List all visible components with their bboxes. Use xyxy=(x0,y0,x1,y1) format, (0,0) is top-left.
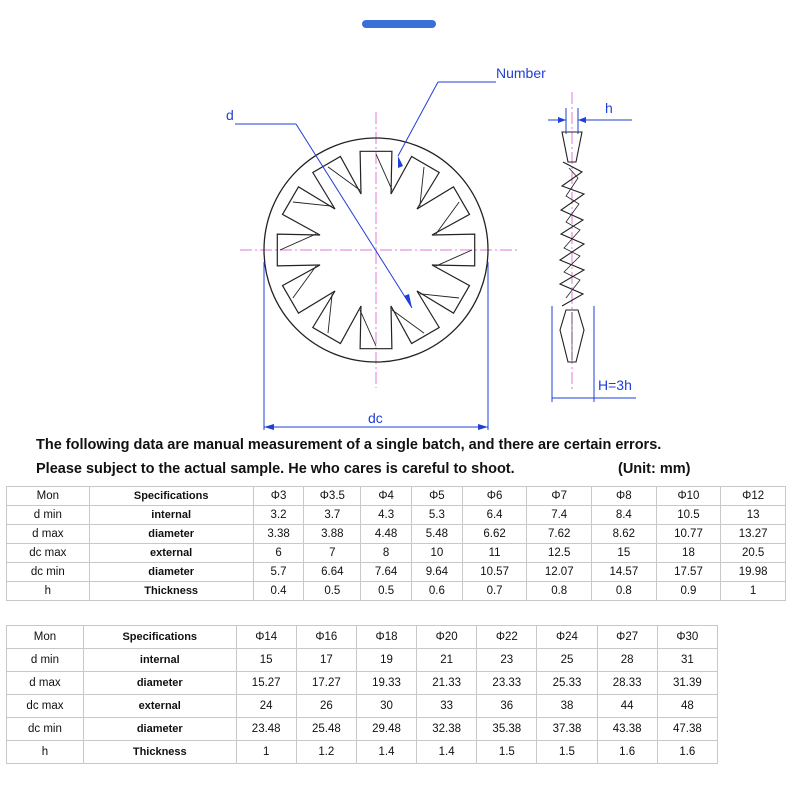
value-cell: 0.7 xyxy=(462,582,527,601)
value-cell: 5.3 xyxy=(412,506,463,525)
value-cell: 17.27 xyxy=(296,672,356,695)
value-cell: 20.5 xyxy=(721,544,786,563)
table2-header-cell: Φ24 xyxy=(537,626,597,649)
value-cell: 12.07 xyxy=(527,563,592,582)
value-cell: 8 xyxy=(361,544,412,563)
value-cell: 8.62 xyxy=(592,525,657,544)
value-cell: 33 xyxy=(417,695,477,718)
value-cell: 23.48 xyxy=(236,718,296,741)
table2-header-cell: Φ14 xyxy=(236,626,296,649)
value-cell: 4.48 xyxy=(361,525,412,544)
row-spec-cell: diameter xyxy=(89,525,253,544)
value-cell: 10.57 xyxy=(462,563,527,582)
value-cell: 15.27 xyxy=(236,672,296,695)
value-cell: 0.6 xyxy=(412,582,463,601)
value-cell: 13.27 xyxy=(721,525,786,544)
value-cell: 1.4 xyxy=(417,741,477,764)
tooth-line xyxy=(293,266,316,298)
row-mon-cell: dc min xyxy=(7,718,84,741)
table-row xyxy=(7,672,718,695)
row-mon-cell: h xyxy=(7,582,90,601)
value-cell: 13 xyxy=(721,506,786,525)
row-mon-cell: dc max xyxy=(7,695,84,718)
value-cell: 1.5 xyxy=(477,741,537,764)
row-mon-cell: d min xyxy=(7,649,84,672)
value-cell: 31 xyxy=(657,649,717,672)
tooth-line xyxy=(328,167,360,190)
value-cell: 3.7 xyxy=(304,506,361,525)
table-row xyxy=(7,506,786,525)
value-cell: 6.64 xyxy=(304,563,361,582)
value-cell: 0.9 xyxy=(656,582,721,601)
table1-header-cell: Φ12 xyxy=(721,487,786,506)
label-d: d xyxy=(226,107,234,123)
row-spec-cell: diameter xyxy=(83,718,236,741)
table2-header-cell: Φ30 xyxy=(657,626,717,649)
value-cell: 8.4 xyxy=(592,506,657,525)
row-spec-cell: Thickness xyxy=(89,582,253,601)
value-cell: 23 xyxy=(477,649,537,672)
table2-header-cell: Φ18 xyxy=(356,626,416,649)
value-cell: 11 xyxy=(462,544,527,563)
table-row xyxy=(7,582,786,601)
value-cell: 3.2 xyxy=(253,506,304,525)
value-cell: 1 xyxy=(236,741,296,764)
value-cell: 0.8 xyxy=(592,582,657,601)
table2-header-cell: Mon xyxy=(7,626,84,649)
value-cell: 0.8 xyxy=(527,582,592,601)
value-cell: 32.38 xyxy=(417,718,477,741)
table-row xyxy=(7,563,786,582)
tooth-line xyxy=(436,202,459,234)
value-cell: 5.48 xyxy=(412,525,463,544)
tooth-line xyxy=(436,250,472,266)
value-cell: 0.5 xyxy=(304,582,361,601)
table2-header-row xyxy=(7,626,718,649)
value-cell: 19.33 xyxy=(356,672,416,695)
value-cell: 28.33 xyxy=(597,672,657,695)
value-cell: 48 xyxy=(657,695,717,718)
value-cell: 19.98 xyxy=(721,563,786,582)
value-cell: 7.62 xyxy=(527,525,592,544)
value-cell: 31.39 xyxy=(657,672,717,695)
value-cell: 10.5 xyxy=(656,506,721,525)
table-row xyxy=(7,544,786,563)
label-H: H=3h xyxy=(598,377,632,393)
row-spec-cell: external xyxy=(89,544,253,563)
value-cell: 17 xyxy=(296,649,356,672)
tooth-line xyxy=(360,310,376,346)
row-mon-cell: d min xyxy=(7,506,90,525)
spec-table-1 xyxy=(6,486,786,601)
row-mon-cell: h xyxy=(7,741,84,764)
value-cell: 17.57 xyxy=(656,563,721,582)
table1-header-cell: Mon xyxy=(7,487,90,506)
value-cell: 25.48 xyxy=(296,718,356,741)
spec-table-2 xyxy=(6,625,718,764)
value-cell: 6.4 xyxy=(462,506,527,525)
value-cell: 6 xyxy=(253,544,304,563)
table-row xyxy=(7,718,718,741)
table1-header-cell: Φ4 xyxy=(361,487,412,506)
value-cell: 25 xyxy=(537,649,597,672)
value-cell: 9.64 xyxy=(412,563,463,582)
table2-header-cell: Φ16 xyxy=(296,626,356,649)
table1-header-cell: Φ5 xyxy=(412,487,463,506)
table-row xyxy=(7,695,718,718)
value-cell: 37.38 xyxy=(537,718,597,741)
value-cell: 23.33 xyxy=(477,672,537,695)
value-cell: 1.6 xyxy=(657,741,717,764)
value-cell: 15 xyxy=(236,649,296,672)
value-cell: 1 xyxy=(721,582,786,601)
tooth-line xyxy=(392,310,424,333)
unit-label: (Unit: mm) xyxy=(618,461,691,477)
value-cell: 0.5 xyxy=(361,582,412,601)
value-cell: 1.2 xyxy=(296,741,356,764)
value-cell: 47.38 xyxy=(657,718,717,741)
row-spec-cell: Thickness xyxy=(83,741,236,764)
label-dc: dc xyxy=(368,410,383,426)
center-lines xyxy=(240,92,572,392)
value-cell: 15 xyxy=(592,544,657,563)
table-row xyxy=(7,525,786,544)
label-h: h xyxy=(605,100,613,116)
row-spec-cell: external xyxy=(83,695,236,718)
value-cell: 10.77 xyxy=(656,525,721,544)
value-cell: 7 xyxy=(304,544,361,563)
value-cell: 24 xyxy=(236,695,296,718)
value-cell: 36 xyxy=(477,695,537,718)
table1-header-row xyxy=(7,487,786,506)
value-cell: 5.7 xyxy=(253,563,304,582)
table1-header-cell: Φ3 xyxy=(253,487,304,506)
row-spec-cell: diameter xyxy=(83,672,236,695)
value-cell: 29.48 xyxy=(356,718,416,741)
value-cell: 6.62 xyxy=(462,525,527,544)
value-cell: 1.4 xyxy=(356,741,416,764)
tooth-line xyxy=(280,234,316,250)
value-cell: 44 xyxy=(597,695,657,718)
table1-header-cell: Φ8 xyxy=(592,487,657,506)
value-cell: 4.3 xyxy=(361,506,412,525)
value-cell: 28 xyxy=(597,649,657,672)
table1-header-cell: Φ10 xyxy=(656,487,721,506)
table1-header-cell: Φ7 xyxy=(527,487,592,506)
value-cell: 7.4 xyxy=(527,506,592,525)
row-mon-cell: d max xyxy=(7,672,84,695)
row-spec-cell: internal xyxy=(89,506,253,525)
value-cell: 14.57 xyxy=(592,563,657,582)
value-cell: 30 xyxy=(356,695,416,718)
row-spec-cell: diameter xyxy=(89,563,253,582)
label-number: Number xyxy=(496,65,546,81)
table2-header-cell: Φ20 xyxy=(417,626,477,649)
value-cell: 21 xyxy=(417,649,477,672)
value-cell: 10 xyxy=(412,544,463,563)
table1-header-cell: Φ3.5 xyxy=(304,487,361,506)
value-cell: 38 xyxy=(537,695,597,718)
note-line-1: The following data are manual measurement of a single batch, and there are certain errors. xyxy=(36,437,662,453)
value-cell: 43.38 xyxy=(597,718,657,741)
dimension-lines xyxy=(235,82,636,430)
value-cell: 35.38 xyxy=(477,718,537,741)
value-cell: 12.5 xyxy=(527,544,592,563)
value-cell: 26 xyxy=(296,695,356,718)
value-cell: 1.6 xyxy=(597,741,657,764)
value-cell: 7.64 xyxy=(361,563,412,582)
table-row xyxy=(7,649,718,672)
row-mon-cell: dc max xyxy=(7,544,90,563)
table2-header-cell: Specifications xyxy=(83,626,236,649)
table2-header-cell: Φ22 xyxy=(477,626,537,649)
value-cell: 3.88 xyxy=(304,525,361,544)
value-cell: 1.5 xyxy=(537,741,597,764)
value-cell: 0.4 xyxy=(253,582,304,601)
tooth-line xyxy=(376,154,392,190)
table1-header-cell: Φ6 xyxy=(462,487,527,506)
value-cell: 25.33 xyxy=(537,672,597,695)
row-spec-cell: internal xyxy=(83,649,236,672)
table-row xyxy=(7,741,718,764)
value-cell: 21.33 xyxy=(417,672,477,695)
value-cell: 18 xyxy=(656,544,721,563)
value-cell: 19 xyxy=(356,649,416,672)
row-mon-cell: dc min xyxy=(7,563,90,582)
value-cell: 3.38 xyxy=(253,525,304,544)
table2-header-cell: Φ27 xyxy=(597,626,657,649)
note-line-2: Please subject to the actual sample. He who cares is careful to shoot. xyxy=(36,461,515,477)
row-mon-cell: d max xyxy=(7,525,90,544)
table1-header-cell: Specifications xyxy=(89,487,253,506)
